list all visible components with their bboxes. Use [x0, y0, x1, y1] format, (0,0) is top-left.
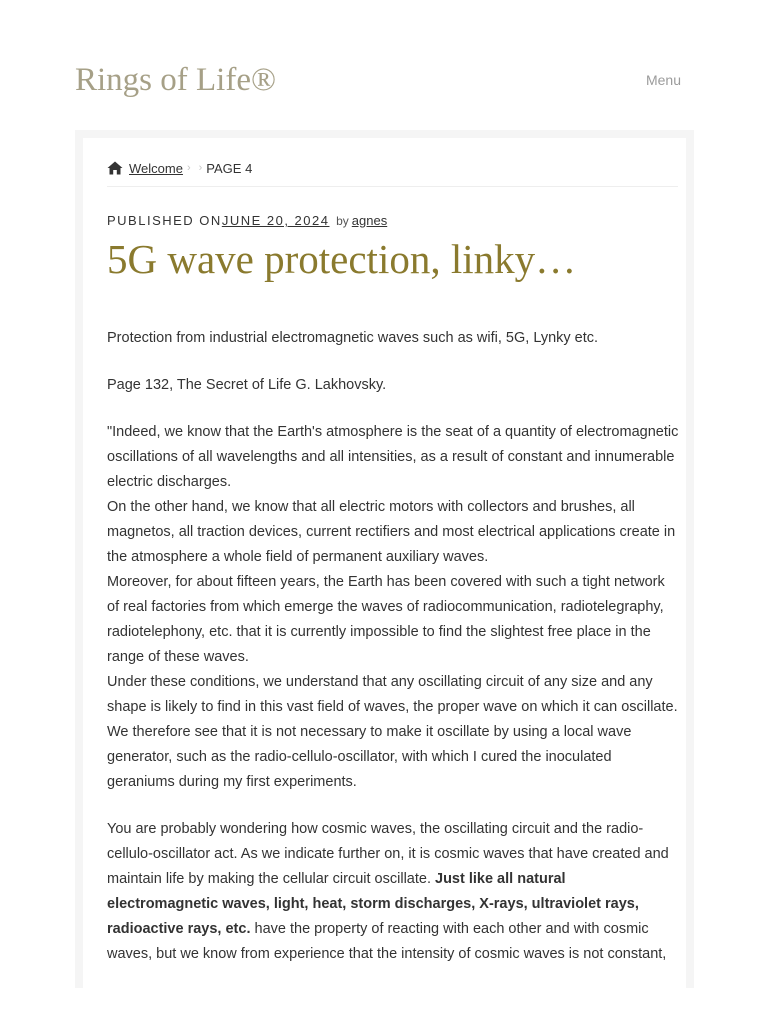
post-content [107, 326, 679, 967]
author-link[interactable]: agnes [351, 213, 388, 228]
post-date-link[interactable]: JUNE 20, 2024 [221, 213, 330, 228]
paragraph [107, 817, 679, 967]
chevron-right-icon: › [198, 162, 203, 174]
by-label: by [336, 214, 349, 228]
paragraph: On the other hand, we know that all electric motors with collectors and brushes, all magnetos, all traction devices, current rectifiers and most electrical applications create in the atmosphere a whole field of permanent auxiliary waves. [107, 499, 676, 565]
site-header [75, 58, 681, 108]
chevron-right-icon: › [186, 162, 191, 174]
published-label: PUBLISHED ON [107, 213, 222, 228]
breadcrumb-home-link[interactable]: Welcome [129, 161, 183, 176]
paragraph: Page 132, The Secret of Life G. Lakhovsky. [107, 377, 387, 393]
breadcrumb-current: PAGE 4 [206, 161, 253, 176]
paragraph: Moreover, for about fifteen years, the Earth has been covered with such a tight network of real factories from which emerge the waves of radiocommunication, radiotelegraphy, radiotelephony, etc. that it is currently impossible to find the slightest free place in the range of these waves. [107, 574, 665, 665]
site-title-link[interactable]: Rings of Life® [75, 62, 277, 98]
bold-text: Just like all natural electromagnetic waves, light, heat, storm discharges, X-rays, ultraviolet rays, radioactive rays, etc. [107, 871, 639, 937]
paragraph-text: You are probably wondering how cosmic waves, the oscillating circuit and the radio-cellulo-oscillator act. As we indicate further on, it is cosmic waves that have created and maintain life by making the cellular circuit oscillate. [107, 821, 669, 887]
paragraph: Protection from industrial electromagnetic waves such as wifi, 5G, Lynky etc. [107, 330, 599, 346]
post-meta [107, 212, 387, 230]
article-card [75, 130, 694, 988]
home-icon [107, 161, 123, 175]
menu-button[interactable]: Menu [645, 72, 681, 88]
article-body [83, 138, 686, 988]
post-title: 5G wave protection, linky… [107, 236, 577, 282]
paragraph-text: have the property of reacting with each other and with cosmic waves, but we know from experience that the intensity of cosmic waves is not constant, [107, 921, 667, 962]
breadcrumb [107, 160, 678, 187]
paragraph: "Indeed, we know that the Earth's atmosphere is the seat of a quantity of electromagnetic oscillations of all wavelengths and all intensities, as a result of constant and innumerable electric discharges. [107, 424, 679, 490]
paragraph: Under these conditions, we understand that any oscillating circuit of any size and any shape is likely to find in this vast field of waves, the proper wave on which it can oscillate. We therefore see that it is not necessary to make it oscillate by using a local wave generator, such as the radio-cellulo-oscillator, with which I cured the inoculated geraniums during my first experiments. [107, 674, 678, 790]
